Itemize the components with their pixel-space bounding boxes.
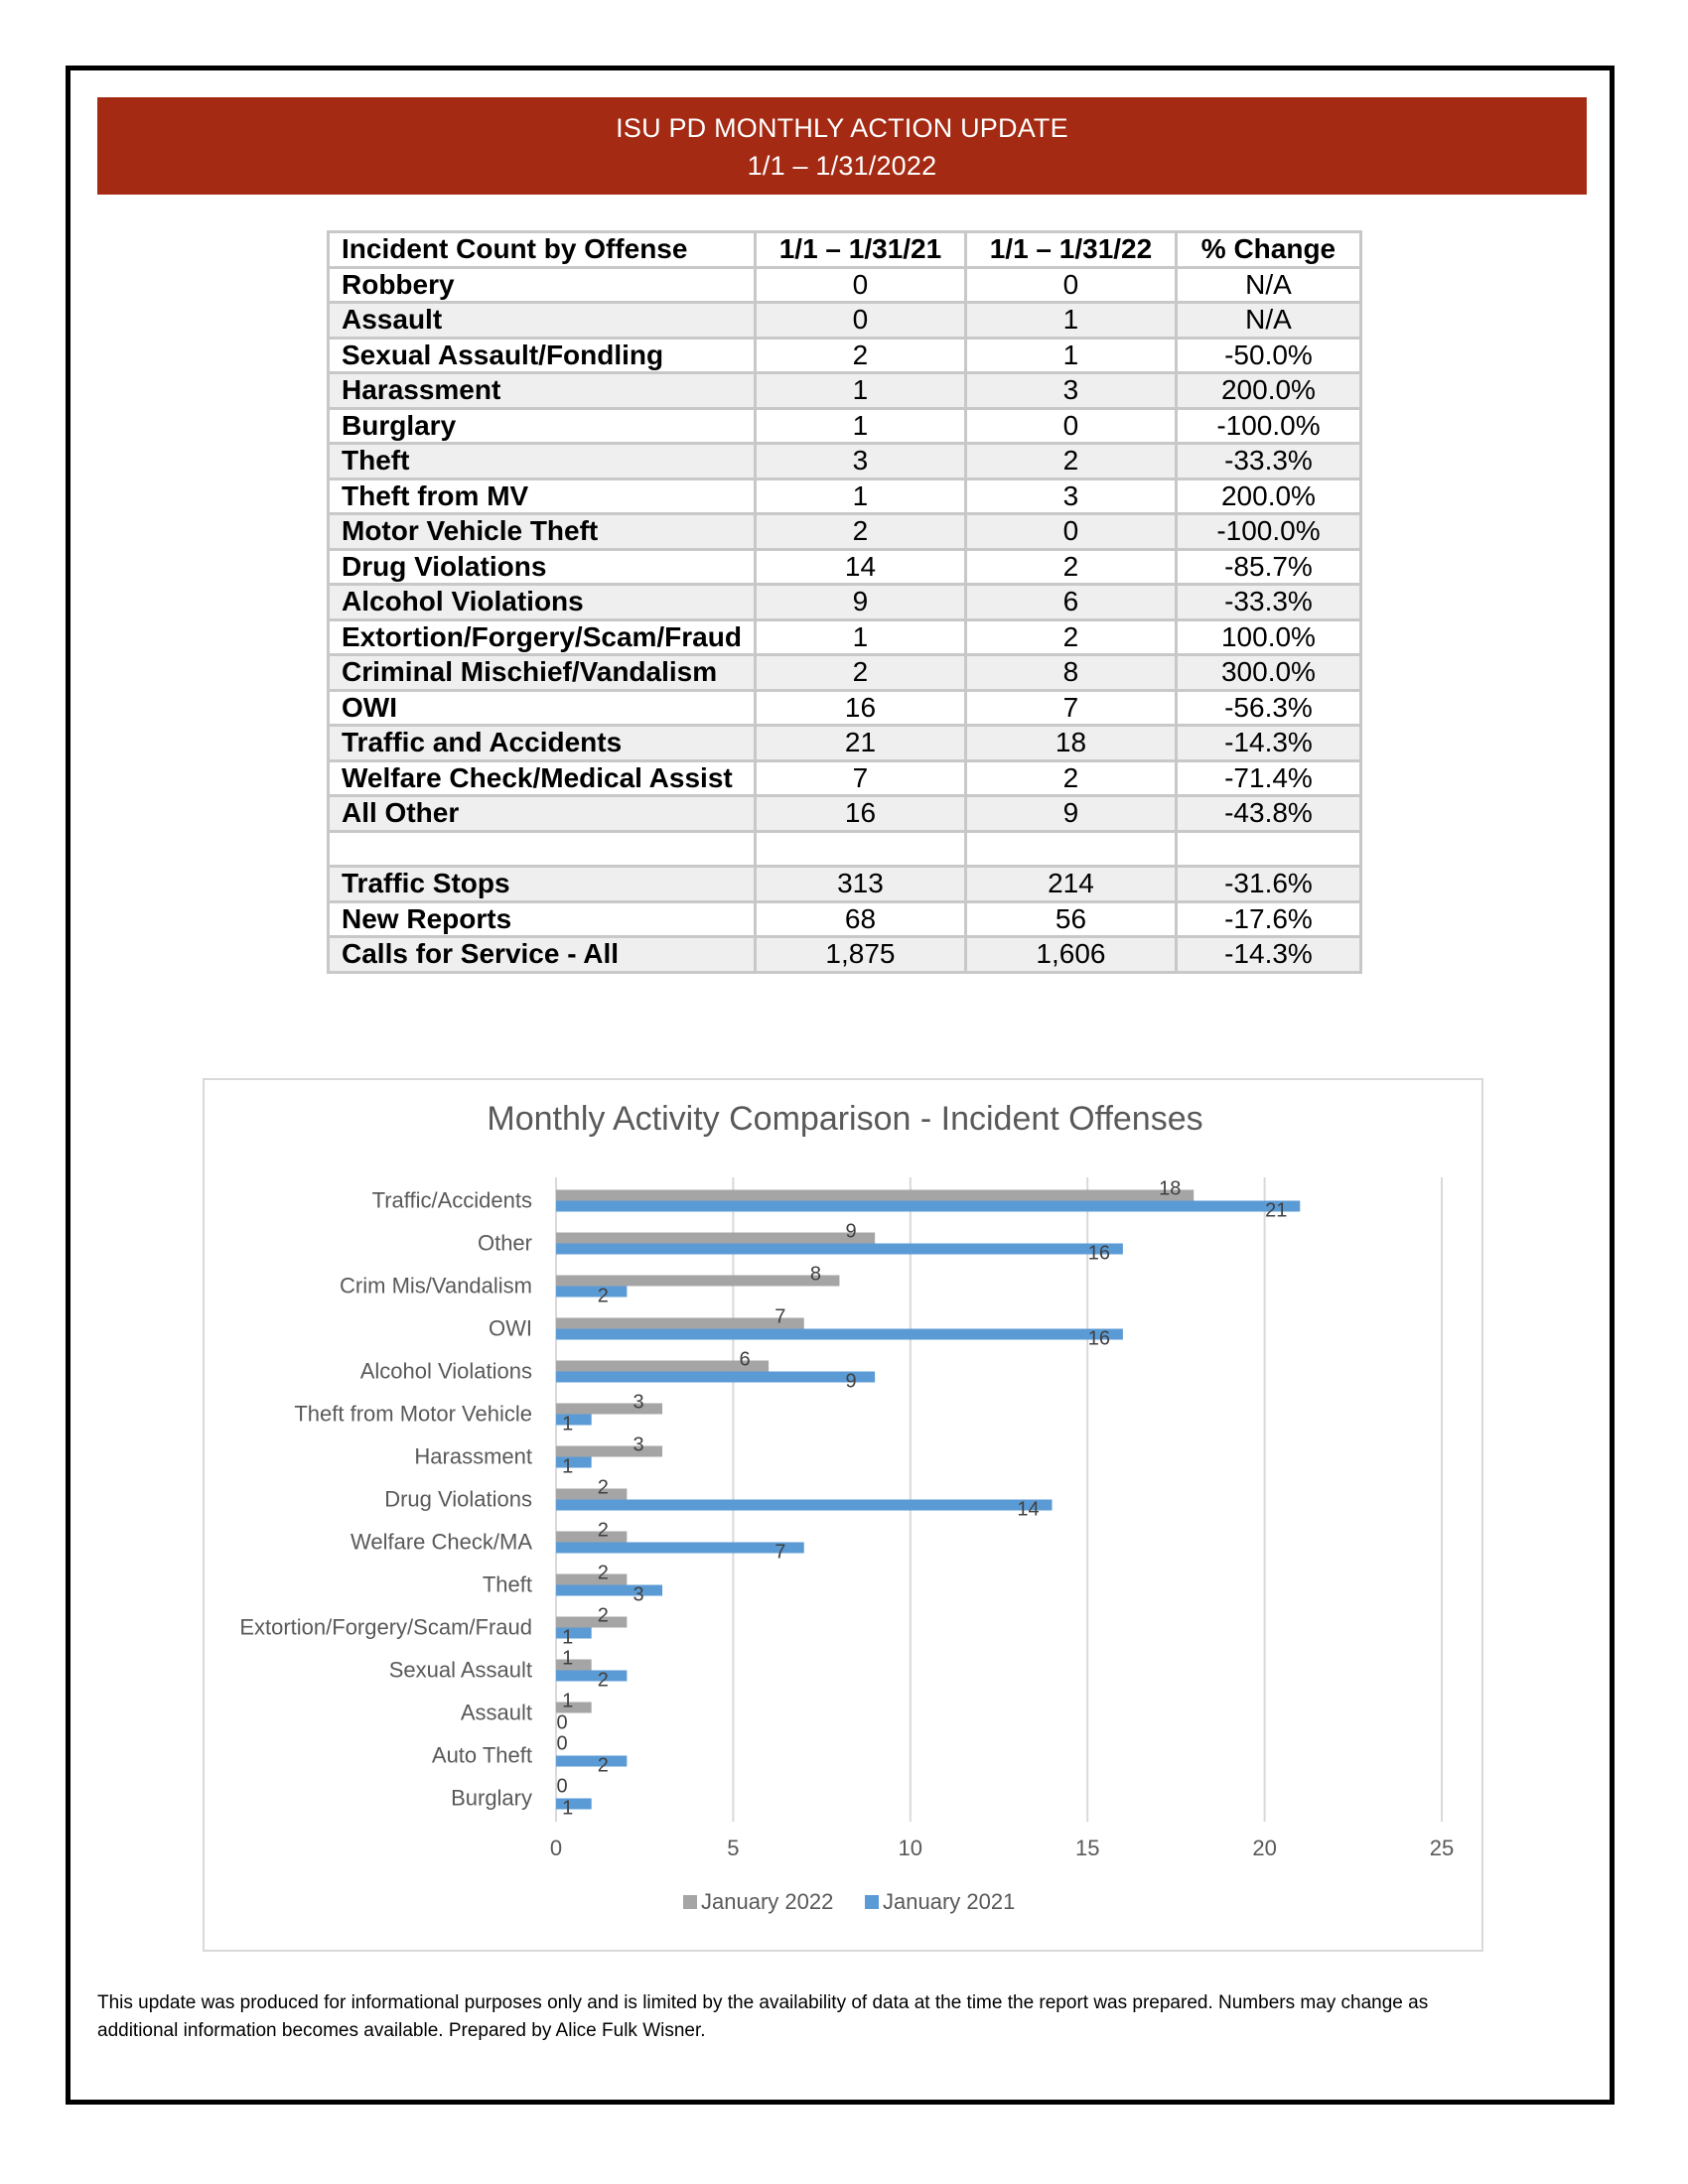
offense-name-cell: New Reports bbox=[329, 901, 756, 937]
data-label: 1 bbox=[562, 1455, 574, 1478]
footer-note bbox=[97, 1989, 1607, 2045]
x-tick-label: 20 bbox=[1252, 1836, 1277, 1860]
count-cell: 0 bbox=[965, 514, 1176, 550]
percent-change-cell: N/A bbox=[1176, 267, 1360, 303]
bar-jan-2021 bbox=[556, 1372, 875, 1383]
header-offense: Incident Count by Offense bbox=[329, 232, 756, 268]
offense-name-cell: Traffic Stops bbox=[329, 867, 756, 902]
bar-jan-2021 bbox=[556, 1500, 1053, 1511]
offense-name-cell: Theft from MV bbox=[329, 478, 756, 514]
bar-jan-2021 bbox=[556, 1585, 662, 1596]
category-label: Assault bbox=[460, 1700, 532, 1725]
category-label: Sexual Assault bbox=[388, 1657, 532, 1683]
table-row bbox=[329, 726, 1361, 761]
data-label: 2 bbox=[597, 1669, 609, 1692]
data-label: 1 bbox=[562, 1647, 574, 1670]
count-cell: 1 bbox=[755, 408, 965, 444]
data-label: 6 bbox=[739, 1348, 751, 1371]
legend-label: January 2021 bbox=[883, 1889, 1016, 1914]
offense-name-cell: Calls for Service - All bbox=[329, 937, 756, 973]
data-label: 3 bbox=[633, 1391, 644, 1414]
data-label: 21 bbox=[1265, 1199, 1288, 1222]
count-cell: 1 bbox=[965, 338, 1176, 373]
count-cell: 56 bbox=[965, 901, 1176, 937]
table-row bbox=[329, 267, 1361, 303]
table-header-row bbox=[329, 232, 1361, 268]
data-label: 0 bbox=[556, 1711, 568, 1734]
bar-jan-2022 bbox=[556, 1190, 1194, 1201]
chart-container bbox=[203, 1078, 1483, 1952]
percent-change-cell: -33.3% bbox=[1176, 444, 1360, 479]
category-label: Theft from Motor Vehicle bbox=[294, 1401, 532, 1427]
data-label: 1 bbox=[562, 1413, 574, 1435]
percent-change-cell: 200.0% bbox=[1176, 373, 1360, 409]
table-row bbox=[329, 655, 1361, 691]
table-row bbox=[329, 585, 1361, 620]
bar-jan-2021 bbox=[556, 1244, 1123, 1255]
percent-change-cell: N/A bbox=[1176, 303, 1360, 339]
count-cell: 9 bbox=[965, 796, 1176, 832]
offense-name-cell: Traffic and Accidents bbox=[329, 726, 756, 761]
count-cell: 18 bbox=[965, 726, 1176, 761]
bar-jan-2022 bbox=[556, 1361, 769, 1372]
footer-line-1: This update was produced for informational purposes only and is limited by the availability of data at the time the report was prepared. Numbers may change as bbox=[97, 1992, 1429, 2013]
percent-change-cell: -31.6% bbox=[1176, 867, 1360, 902]
data-label: 18 bbox=[1159, 1177, 1182, 1200]
table-row bbox=[329, 901, 1361, 937]
data-label: 16 bbox=[1087, 1242, 1111, 1265]
table-row bbox=[329, 408, 1361, 444]
count-cell: 14 bbox=[755, 549, 965, 585]
x-tick-label: 5 bbox=[727, 1836, 740, 1860]
data-label: 2 bbox=[597, 1754, 609, 1777]
category-label: Harassment bbox=[414, 1443, 532, 1469]
count-cell: 3 bbox=[965, 373, 1176, 409]
bar-chart bbox=[205, 1080, 1485, 1954]
count-cell: 214 bbox=[965, 867, 1176, 902]
percent-change-cell: -100.0% bbox=[1176, 408, 1360, 444]
count-cell: 8 bbox=[965, 655, 1176, 691]
data-label: 14 bbox=[1017, 1498, 1040, 1521]
table-body bbox=[329, 267, 1361, 972]
percent-change-cell: -100.0% bbox=[1176, 514, 1360, 550]
percent-change-cell: -43.8% bbox=[1176, 796, 1360, 832]
count-cell: 313 bbox=[755, 867, 965, 902]
category-label: Crim Mis/Vandalism bbox=[340, 1273, 532, 1298]
offense-name-cell: Extortion/Forgery/Scam/Fraud bbox=[329, 619, 756, 655]
data-label: 2 bbox=[597, 1519, 609, 1542]
category-label: Extortion/Forgery/Scam/Fraud bbox=[239, 1614, 532, 1640]
offense-name-cell: Drug Violations bbox=[329, 549, 756, 585]
offense-name-cell: Sexual Assault/Fondling bbox=[329, 338, 756, 373]
offense-table bbox=[327, 230, 1362, 974]
count-cell: 6 bbox=[965, 585, 1176, 620]
table-row bbox=[329, 690, 1361, 726]
count-cell: 7 bbox=[965, 690, 1176, 726]
bar-jan-2021 bbox=[556, 1671, 627, 1682]
data-label: 0 bbox=[556, 1732, 568, 1755]
header-2022: 1/1 – 1/31/22 bbox=[965, 232, 1176, 268]
count-cell: 2 bbox=[965, 619, 1176, 655]
count-cell: 2 bbox=[755, 655, 965, 691]
offense-name-cell: Alcohol Violations bbox=[329, 585, 756, 620]
chart-title: Monthly Activity Comparison - Incident Offenses bbox=[487, 1100, 1203, 1138]
count-cell: 21 bbox=[755, 726, 965, 761]
category-label: Theft bbox=[482, 1571, 532, 1597]
count-cell: 1,606 bbox=[965, 937, 1176, 973]
count-cell: 2 bbox=[965, 444, 1176, 479]
x-tick-label: 0 bbox=[549, 1836, 563, 1860]
bar-jan-2021 bbox=[556, 1756, 627, 1767]
offense-name-cell bbox=[329, 831, 756, 867]
count-cell bbox=[965, 831, 1176, 867]
percent-change-cell: -33.3% bbox=[1176, 585, 1360, 620]
count-cell: 1 bbox=[755, 478, 965, 514]
table-row bbox=[329, 514, 1361, 550]
table-row bbox=[329, 937, 1361, 973]
count-cell: 3 bbox=[755, 444, 965, 479]
bar-jan-2021 bbox=[556, 1287, 627, 1297]
percent-change-cell: -17.6% bbox=[1176, 901, 1360, 937]
data-label: 3 bbox=[633, 1583, 644, 1606]
bar-jan-2021 bbox=[556, 1329, 1123, 1340]
category-label: Traffic/Accidents bbox=[371, 1187, 532, 1213]
data-label: 7 bbox=[774, 1305, 786, 1328]
report-banner bbox=[97, 97, 1587, 195]
table-row bbox=[329, 303, 1361, 339]
table-row bbox=[329, 478, 1361, 514]
percent-change-cell: -14.3% bbox=[1176, 937, 1360, 973]
count-cell: 9 bbox=[755, 585, 965, 620]
data-label: 0 bbox=[556, 1775, 568, 1798]
count-cell: 0 bbox=[755, 303, 965, 339]
percent-change-cell: -14.3% bbox=[1176, 726, 1360, 761]
bar-jan-2022 bbox=[556, 1318, 804, 1329]
count-cell: 2 bbox=[755, 514, 965, 550]
percent-change-cell: -50.0% bbox=[1176, 338, 1360, 373]
percent-change-cell: 200.0% bbox=[1176, 478, 1360, 514]
table-row bbox=[329, 373, 1361, 409]
offense-name-cell: Theft bbox=[329, 444, 756, 479]
offense-name-cell: Motor Vehicle Theft bbox=[329, 514, 756, 550]
bar-jan-2022 bbox=[556, 1489, 627, 1500]
data-label: 1 bbox=[562, 1690, 574, 1712]
category-label: Welfare Check/MA bbox=[351, 1529, 532, 1555]
data-label: 2 bbox=[597, 1604, 609, 1627]
category-label: Other bbox=[477, 1230, 532, 1256]
table-row bbox=[329, 867, 1361, 902]
count-cell: 1 bbox=[755, 373, 965, 409]
offense-name-cell: Criminal Mischief/Vandalism bbox=[329, 655, 756, 691]
category-label: Drug Violations bbox=[384, 1486, 532, 1512]
category-label: Auto Theft bbox=[431, 1742, 532, 1768]
legend-label: January 2022 bbox=[701, 1889, 834, 1914]
count-cell: 68 bbox=[755, 901, 965, 937]
data-label: 9 bbox=[845, 1220, 857, 1243]
offense-name-cell: Burglary bbox=[329, 408, 756, 444]
percent-change-cell bbox=[1176, 831, 1360, 867]
data-label: 2 bbox=[597, 1285, 609, 1307]
percent-change-cell: -56.3% bbox=[1176, 690, 1360, 726]
table-row bbox=[329, 831, 1361, 867]
legend-swatch bbox=[865, 1895, 879, 1909]
count-cell: 1 bbox=[965, 303, 1176, 339]
table-row bbox=[329, 338, 1361, 373]
offense-name-cell: Welfare Check/Medical Assist bbox=[329, 760, 756, 796]
offense-name-cell: OWI bbox=[329, 690, 756, 726]
chart-bars bbox=[556, 1190, 1300, 1810]
count-cell: 2 bbox=[965, 760, 1176, 796]
bar-jan-2022 bbox=[556, 1532, 627, 1543]
chart-labels bbox=[239, 1178, 1454, 1861]
count-cell: 0 bbox=[965, 267, 1176, 303]
header-2021: 1/1 – 1/31/21 bbox=[755, 232, 965, 268]
category-label: Burglary bbox=[451, 1785, 532, 1811]
data-label: 3 bbox=[633, 1433, 644, 1456]
data-label: 1 bbox=[562, 1797, 574, 1820]
count-cell: 16 bbox=[755, 690, 965, 726]
percent-change-cell: -71.4% bbox=[1176, 760, 1360, 796]
count-cell bbox=[755, 831, 965, 867]
percent-change-cell: 100.0% bbox=[1176, 619, 1360, 655]
percent-change-cell: -85.7% bbox=[1176, 549, 1360, 585]
data-label: 7 bbox=[774, 1541, 786, 1564]
banner-date-range: 1/1 – 1/31/2022 bbox=[747, 151, 937, 181]
bar-jan-2021 bbox=[556, 1201, 1300, 1212]
data-label: 2 bbox=[597, 1562, 609, 1584]
data-label: 8 bbox=[809, 1263, 822, 1286]
data-label: 1 bbox=[562, 1626, 574, 1649]
data-label: 9 bbox=[845, 1370, 857, 1393]
footer-line-2: additional information becomes available. Prepared by Alice Fulk Wisner. bbox=[97, 2020, 706, 2041]
count-cell: 1,875 bbox=[755, 937, 965, 973]
table-row bbox=[329, 549, 1361, 585]
x-tick-label: 10 bbox=[898, 1836, 923, 1860]
offense-name-cell: All Other bbox=[329, 796, 756, 832]
x-tick-label: 15 bbox=[1074, 1836, 1100, 1860]
count-cell: 16 bbox=[755, 796, 965, 832]
count-cell: 1 bbox=[755, 619, 965, 655]
data-label: 2 bbox=[597, 1476, 609, 1499]
table-row bbox=[329, 796, 1361, 832]
count-cell: 0 bbox=[965, 408, 1176, 444]
table-row bbox=[329, 619, 1361, 655]
count-cell: 7 bbox=[755, 760, 965, 796]
category-label: OWI bbox=[489, 1315, 532, 1341]
offense-name-cell: Robbery bbox=[329, 267, 756, 303]
offense-name-cell: Assault bbox=[329, 303, 756, 339]
legend-swatch bbox=[683, 1895, 697, 1909]
data-label: 16 bbox=[1087, 1327, 1111, 1350]
table-row bbox=[329, 760, 1361, 796]
offense-name-cell: Harassment bbox=[329, 373, 756, 409]
bar-jan-2022 bbox=[556, 1233, 875, 1244]
count-cell: 0 bbox=[755, 267, 965, 303]
category-label: Alcohol Violations bbox=[359, 1358, 532, 1384]
count-cell: 2 bbox=[755, 338, 965, 373]
percent-change-cell: 300.0% bbox=[1176, 655, 1360, 691]
table-row bbox=[329, 444, 1361, 479]
count-cell: 3 bbox=[965, 478, 1176, 514]
bar-jan-2021 bbox=[556, 1543, 804, 1554]
x-tick-label: 25 bbox=[1429, 1836, 1455, 1860]
chart-legend bbox=[683, 1889, 1015, 1914]
header-change: % Change bbox=[1176, 232, 1360, 268]
bar-jan-2022 bbox=[556, 1574, 627, 1585]
count-cell: 2 bbox=[965, 549, 1176, 585]
banner-title: ISU PD MONTHLY ACTION UPDATE bbox=[616, 113, 1068, 143]
